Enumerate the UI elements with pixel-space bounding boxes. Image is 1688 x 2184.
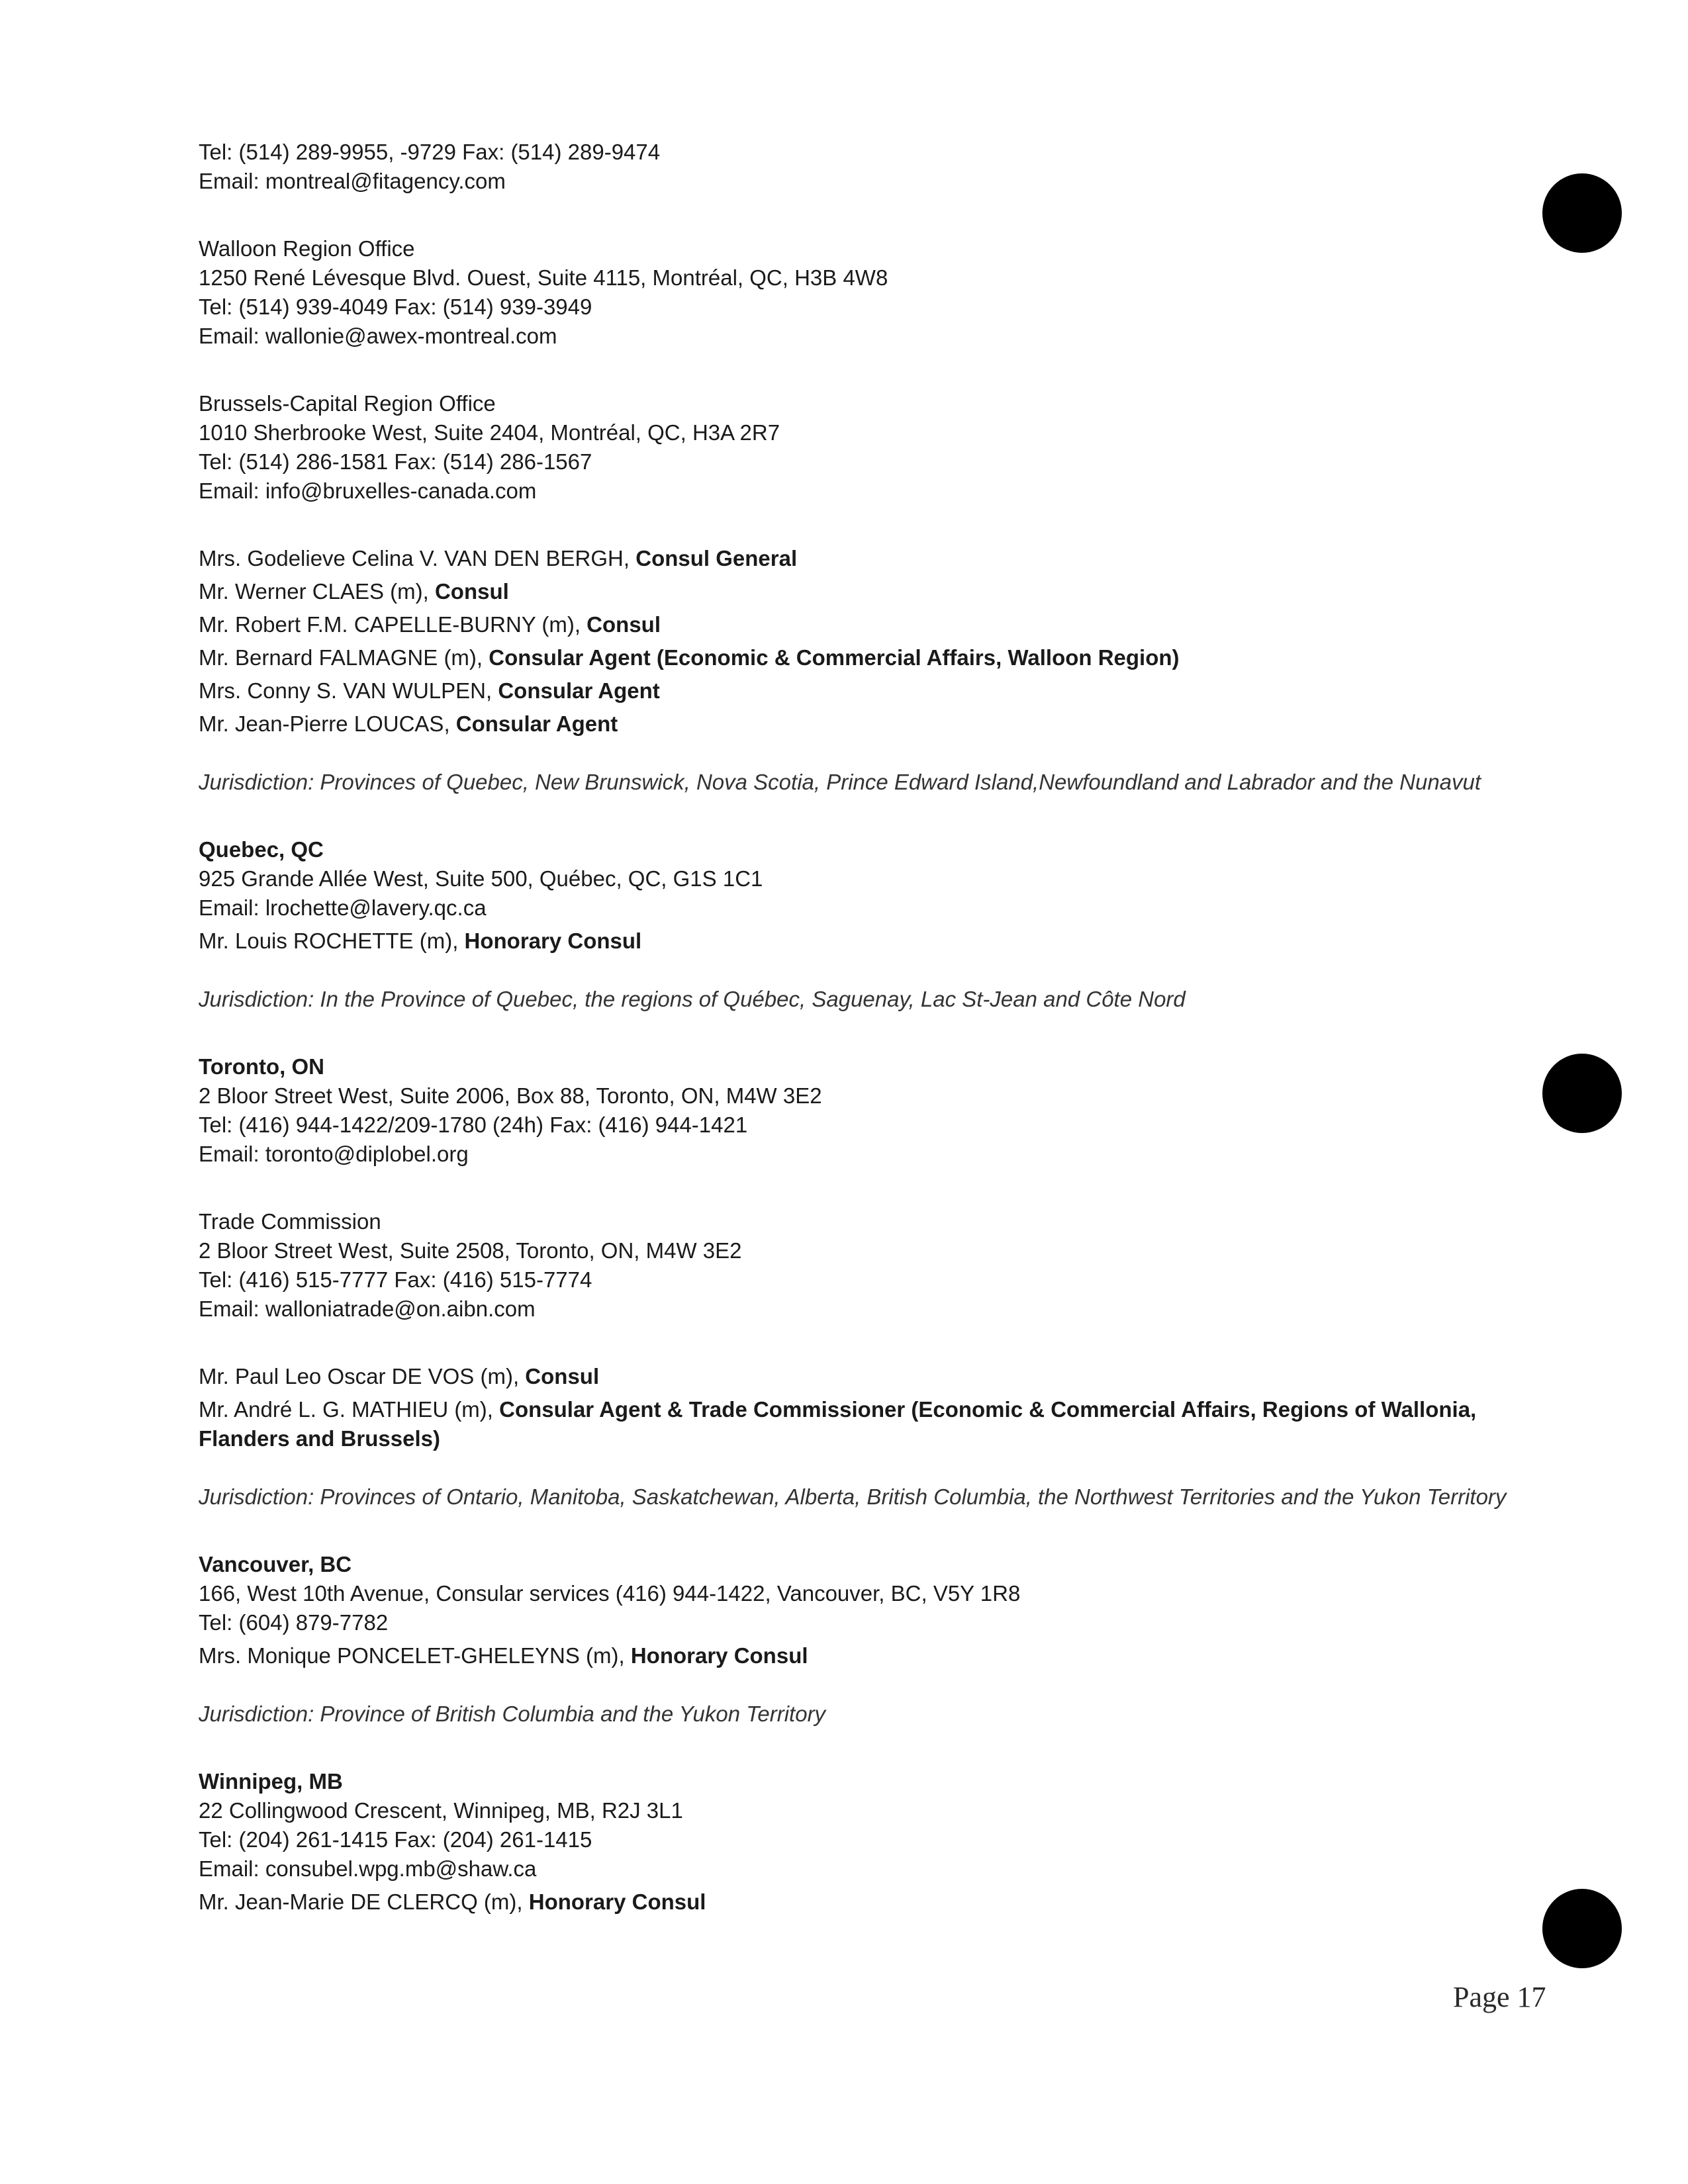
- staff-entry: [199, 676, 1509, 705]
- trade-commission-tel: Tel: (416) 515-7777 Fax: (416) 515-7774: [199, 1267, 592, 1292]
- staff-name: Mr. Werner CLAES (m),: [199, 579, 435, 604]
- trade-commission-email: Email: walloniatrade@on.aibn.com: [199, 1297, 536, 1321]
- quebec-email: Email: lrochette@lavery.qc.ca: [199, 895, 487, 920]
- winnipeg-address: 22 Collingwood Crescent, Winnipeg, MB, R2J 3L1: [199, 1798, 683, 1823]
- montreal-email: Email: montreal@fitagency.com: [199, 169, 506, 193]
- vancouver-address: 166, West 10th Avenue, Consular services (416) 944-1422, Vancouver, BC, V5Y 1R8: [199, 1581, 1021, 1606]
- staff-name: Mr. André L. G. MATHIEU (m),: [199, 1397, 500, 1422]
- staff-title: Consul: [525, 1364, 600, 1388]
- staff-entry: [199, 709, 1509, 739]
- staff-name: Mrs. Conny S. VAN WULPEN,: [199, 678, 498, 703]
- quebec-heading: Quebec, QC: [199, 837, 324, 862]
- toronto-jurisdiction: Jurisdiction: Provinces of Ontario, Manitoba, Saskatchewan, Alberta, British Columbia, the Northwest Territories and the Yukon Territory: [199, 1484, 1507, 1509]
- quebec-consulate-block: [199, 835, 1509, 956]
- staff-title: Honorary Consul: [528, 1889, 706, 1914]
- toronto-heading: Toronto, ON: [199, 1054, 325, 1079]
- walloon-office-name: Walloon Region Office: [199, 236, 415, 261]
- vancouver-consulate-block: [199, 1550, 1509, 1670]
- walloon-office-address: 1250 René Lévesque Blvd. Ouest, Suite 4115, Montréal, QC, H3B 4W8: [199, 265, 888, 290]
- staff-title: Honorary Consul: [630, 1643, 808, 1668]
- staff-name: Mr. Jean-Marie DE CLERCQ (m),: [199, 1889, 529, 1914]
- toronto-tel: Tel: (416) 944-1422/209-1780 (24h) Fax: (416) 944-1421: [199, 1113, 748, 1137]
- winnipeg-heading: Winnipeg, MB: [199, 1769, 343, 1794]
- staff-title: Consular Agent (Economic & Commercial Affairs, Walloon Region): [489, 645, 1180, 670]
- brussels-office-tel: Tel: (514) 286-1581 Fax: (514) 286-1567: [199, 449, 592, 474]
- montreal-tel: Tel: (514) 289-9955, -9729 Fax: (514) 289-9474: [199, 140, 661, 164]
- staff-entry: [199, 1395, 1509, 1453]
- walloon-office-tel: Tel: (514) 939-4049 Fax: (514) 939-3949: [199, 295, 592, 319]
- toronto-staff-list: [199, 1362, 1509, 1453]
- trade-commission-block: [199, 1207, 1509, 1324]
- staff-title: Consul: [586, 612, 661, 637]
- punch-hole: [1542, 1889, 1622, 1968]
- staff-title: Consul: [434, 579, 509, 604]
- quebec-address: 925 Grande Allée West, Suite 500, Québec, QC, G1S 1C1: [199, 866, 763, 891]
- staff-entry: [199, 643, 1509, 672]
- walloon-office-email: Email: wallonie@awex-montreal.com: [199, 324, 557, 348]
- brussels-office-name: Brussels-Capital Region Office: [199, 391, 496, 416]
- montreal-staff-list: [199, 544, 1509, 739]
- vancouver-jurisdiction: Jurisdiction: Province of British Columbia and the Yukon Territory: [199, 1702, 826, 1726]
- staff-name: Mr. Robert F.M. CAPELLE-BURNY (m),: [199, 612, 587, 637]
- staff-entry: [199, 1641, 1509, 1670]
- trade-commission-name: Trade Commission: [199, 1209, 381, 1234]
- document-body: [199, 138, 1509, 1955]
- toronto-address: 2 Bloor Street West, Suite 2006, Box 88, Toronto, ON, M4W 3E2: [199, 1083, 822, 1108]
- toronto-email: Email: toronto@diplobel.org: [199, 1142, 469, 1166]
- punch-hole: [1542, 173, 1622, 253]
- staff-name: Mr. Paul Leo Oscar DE VOS (m),: [199, 1364, 526, 1388]
- montreal-contact-block: [199, 138, 1509, 196]
- staff-name: Mr. Bernard FALMAGNE (m),: [199, 645, 489, 670]
- vancouver-heading: Vancouver, BC: [199, 1552, 352, 1576]
- staff-title: Consul General: [635, 546, 798, 570]
- brussels-office-block: [199, 389, 1509, 506]
- staff-entry: [199, 577, 1509, 606]
- winnipeg-email: Email: consubel.wpg.mb@shaw.ca: [199, 1856, 537, 1881]
- staff-name: Mrs. Godelieve Celina V. VAN DEN BERGH,: [199, 546, 636, 570]
- winnipeg-tel: Tel: (204) 261-1415 Fax: (204) 261-1415: [199, 1827, 592, 1852]
- quebec-jurisdiction: Jurisdiction: In the Province of Quebec, the regions of Québec, Saguenay, Lac St-Jean and Côte Nord: [199, 987, 1186, 1011]
- staff-title: Consular Agent: [455, 711, 618, 736]
- staff-name: Mrs. Monique PONCELET-GHELEYNS (m),: [199, 1643, 631, 1668]
- punch-hole: [1542, 1054, 1622, 1133]
- staff-name: Mr. Louis ROCHETTE (m),: [199, 929, 465, 953]
- staff-entry: [199, 1888, 1509, 1917]
- staff-title: Consular Agent & Trade Commissioner (Economic & Commercial Affairs, Regions of Wallonia, Flanders and Brussels): [199, 1397, 1477, 1451]
- vancouver-tel: Tel: (604) 879-7782: [199, 1610, 389, 1635]
- winnipeg-consulate-block: [199, 1767, 1509, 1917]
- brussels-office-address: 1010 Sherbrooke West, Suite 2404, Montréal, QC, H3A 2R7: [199, 420, 780, 445]
- staff-title: Honorary Consul: [464, 929, 642, 953]
- page-number: Page 17: [1453, 1981, 1546, 2013]
- staff-title: Consular Agent: [498, 678, 660, 703]
- staff-name: Mr. Jean-Pierre LOUCAS,: [199, 711, 456, 736]
- toronto-consulate-block: [199, 1052, 1509, 1169]
- montreal-jurisdiction: Jurisdiction: Provinces of Quebec, New Brunswick, Nova Scotia, Prince Edward Island,Newfoundland and Labrador and the Nunavut: [199, 770, 1481, 794]
- staff-entry: [199, 544, 1509, 573]
- trade-commission-address: 2 Bloor Street West, Suite 2508, Toronto, ON, M4W 3E2: [199, 1238, 742, 1263]
- brussels-office-email: Email: info@bruxelles-canada.com: [199, 478, 537, 503]
- walloon-office-block: [199, 234, 1509, 351]
- staff-entry: [199, 1362, 1509, 1391]
- staff-entry: [199, 927, 1509, 956]
- staff-entry: [199, 610, 1509, 639]
